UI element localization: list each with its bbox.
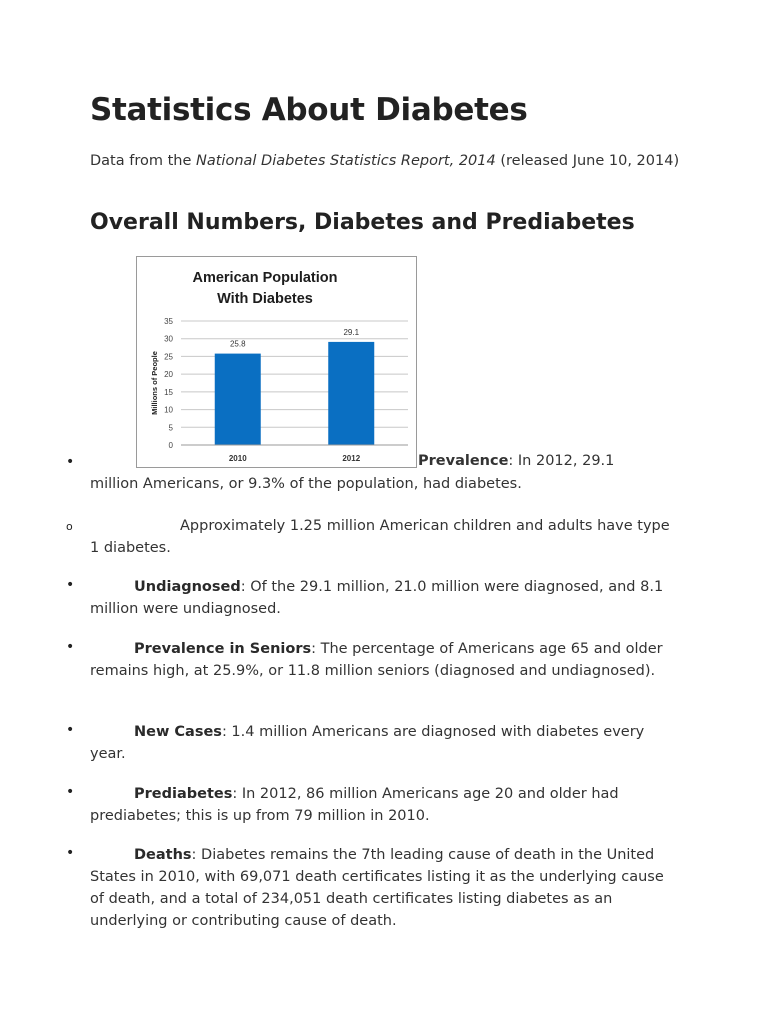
list-item-deaths	[90, 844, 680, 932]
list-item-undiagnosed	[90, 576, 680, 620]
source-line	[90, 150, 680, 172]
x-tick-label: 2010	[228, 454, 247, 463]
y-tick-label: 0	[168, 441, 173, 450]
chart-svg	[137, 257, 416, 467]
item-label: Undiagnosed	[134, 579, 241, 595]
source-prefix: Data from the	[90, 153, 196, 169]
item-label: Deaths	[134, 847, 192, 863]
section-title: Overall Numbers, Diabetes and Prediabetes	[90, 210, 635, 235]
item-text: : In 2012, 86 million Americans age 20 and older had prediabetes; this is up from 79 million in 2010.	[90, 786, 619, 824]
item-label: Prevalence in Seniors	[134, 641, 312, 657]
chart-title: American Population	[192, 270, 338, 286]
y-tick-label: 35	[164, 317, 173, 326]
report-name: National Diabetes Statistics Report, 2014	[196, 153, 496, 169]
item-text: : 1.4 million Americans are diagnosed with diabetes every year.	[90, 724, 645, 762]
y-tick-label: 5	[168, 423, 173, 433]
list-item-seniors	[90, 638, 680, 682]
list-item-prevalence	[418, 453, 614, 469]
x-tick-label: 2012	[342, 454, 361, 463]
y-tick-label: 20	[164, 370, 173, 380]
bullet-circle: o	[66, 520, 73, 533]
item-text: Approximately 1.25 million American children and adults have type 1 diabetes.	[90, 518, 670, 556]
data-label: 25.8	[229, 339, 246, 349]
bullet-disc: •	[66, 722, 75, 738]
y-tick-label: 10	[164, 405, 173, 415]
diabetes-bar-chart	[136, 256, 417, 468]
item-label: New Cases	[134, 724, 222, 740]
item-text: : Diabetes remains the 7th leading cause of death in the United States in 2010, with 69,071 death certificates listing it as the underlying cause of death, and a total of 234,051 death certificates listing diabetes as an underlying or contributing cause of death.	[90, 847, 664, 929]
y-axis-label: Millions of People	[150, 351, 159, 415]
list-item-prediabetes	[90, 783, 680, 827]
bullet-disc: •	[66, 784, 75, 800]
item-text-continued: million Americans, or 9.3% of the population, had diabetes.	[90, 476, 522, 492]
list-item-new-cases	[90, 721, 680, 765]
list-item-type1	[90, 515, 680, 559]
bar-2012	[328, 342, 374, 445]
y-tick-label: 25	[164, 352, 173, 362]
y-tick-label: 15	[164, 387, 173, 397]
data-label: 29.1	[343, 327, 360, 337]
item-label: Prevalence	[418, 453, 509, 469]
bar-2010	[215, 354, 261, 445]
item-text: : Of the 29.1 million, 21.0 million were diagnosed, and 8.1 million were undiagnosed.	[90, 579, 664, 617]
bullet-disc: •	[66, 639, 75, 655]
item-label: Prediabetes	[134, 786, 233, 802]
page-title: Statistics About Diabetes	[90, 92, 528, 128]
chart-title: With Diabetes	[217, 291, 313, 307]
bullet-disc: •	[66, 845, 75, 861]
item-text: : The percentage of Americans age 65 and older remains high, at 25.9%, or 11.8 million seniors (diagnosed and undiagnosed).	[90, 641, 663, 679]
bullet-disc: •	[66, 454, 75, 470]
source-suffix: (released June 10, 2014)	[495, 153, 680, 169]
bullet-disc: •	[66, 577, 75, 593]
item-text: : In 2012, 29.1	[508, 453, 615, 469]
y-tick-label: 30	[164, 334, 173, 344]
